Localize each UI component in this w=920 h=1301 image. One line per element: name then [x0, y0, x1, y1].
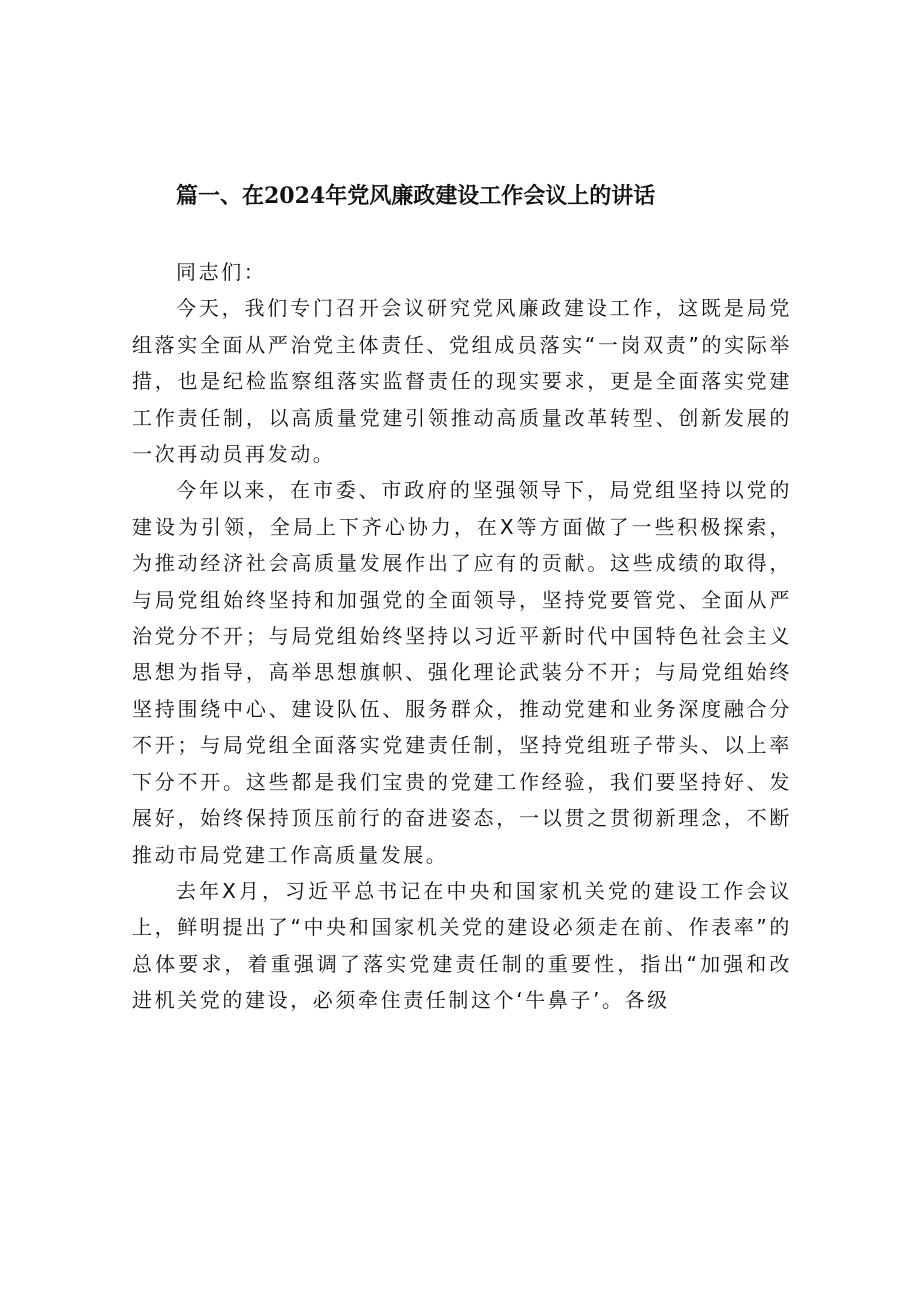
paragraph-2: 今年以来，在市委、市政府的坚强领导下，局党组坚持以党的建设为引领，全局上下齐心协力，在X等方面做了一些积极探索，为推动经济社会高质量发展作出了应有的贡献。这些成绩的取得，与局党组始终坚持和加强党的全面领导，坚持党要管党、全面从严治党分不开；与局党组始终坚持以习近平新时代中国特色社会主义思想为指导，高举思想旗帜、强化理论武装分不开；与局党组始终坚持围绕中心、建设队伍、服务群众，推动党建和业务深度融合分不开；与局党组全面落实党建责任制，坚持党组班子带头、以上率下分不开。这些都是我们宝贵的党建工作经验，我们要坚持好、发展好，始终保持顶压前行的奋进姿态，一以贯之贯彻新理念，不断推动市局党建工作高质量发展。 [132, 478, 792, 867]
document-body [132, 254, 792, 1019]
salutation: 同志们： [176, 260, 267, 284]
paragraph-1: 今天，我们专门召开会议研究党风廉政建设工作，这既是局党组落实全面从严治党主体责任、党组成员落实“一岗双责”的实际举措，也是纪检监察组落实监督责任的现实要求，更是全面落实党建工作责任制，以高质量党建引领推动高质量改革转型、创新发展的一次再动员再发动。 [132, 296, 792, 467]
paragraph-3: 去年X月，习近平总书记在中央和国家机关党的建设工作会议上，鲜明提出了“中央和国家机关党的建设必须走在前、作表率”的总体要求，着重强调了落实党建责任制的重要性，指出“加强和改进机关党的建设，必须牵住责任制这个‘牛鼻子’。各级 [132, 878, 792, 1013]
document-title: 篇一、在2024年党风廉政建设工作会议上的讲话 [176, 183, 656, 209]
